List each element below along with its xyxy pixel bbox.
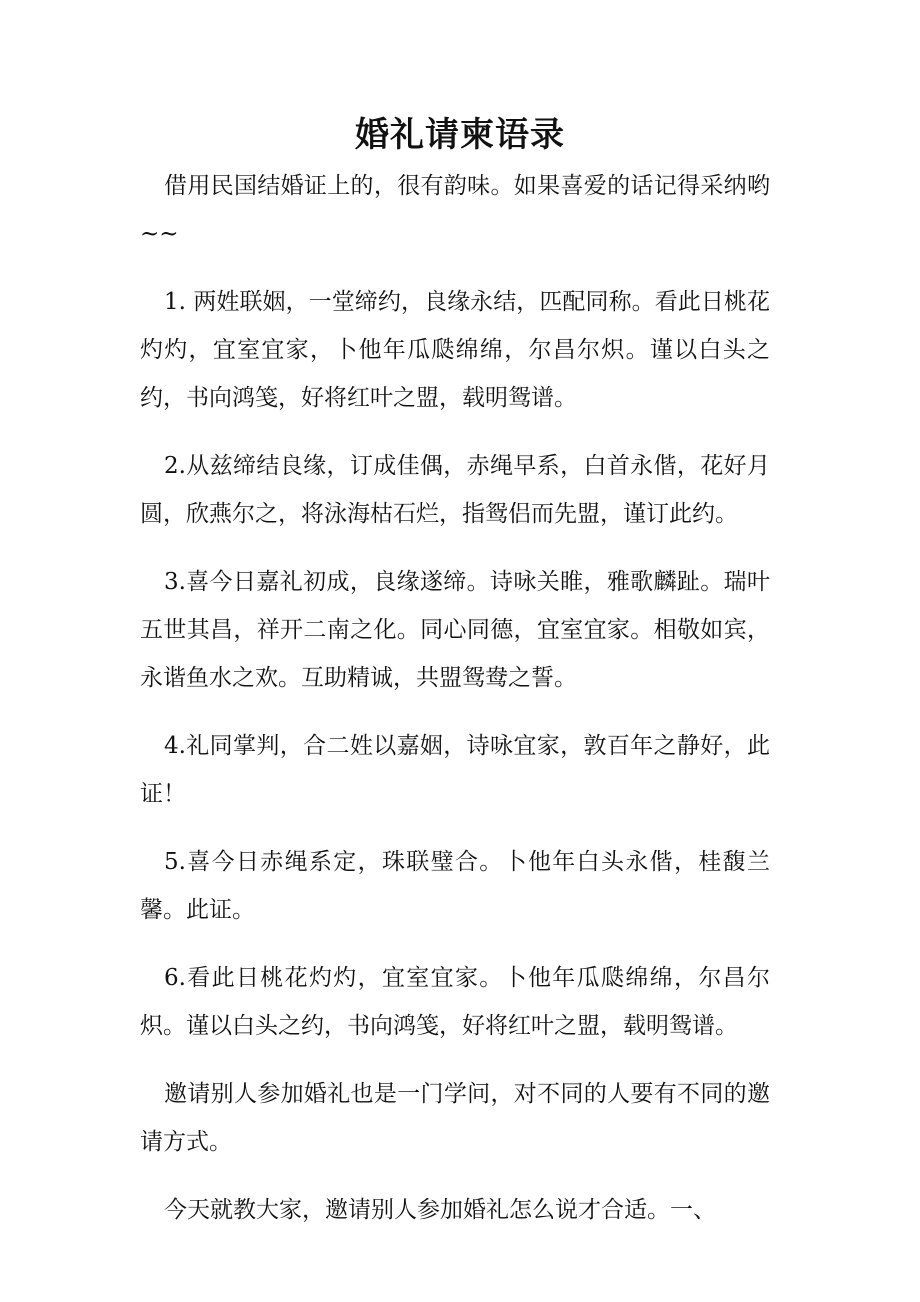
paragraph-intro: 借用民国结婚证上的，很有韵味。如果喜爱的话记得采纳哟~~ [140,173,770,247]
paragraph-item-5: 5.喜今日赤绳系定，珠联璧合。卜他年白头永偕，桂馥兰馨。此证。 [140,849,770,923]
paragraph-invitation-note: 邀请别人参加婚礼也是一门学问，对不同的人要有不同的邀请方式。 [140,1081,770,1155]
paragraph-item-2: 2.从兹缔结良缘，订成佳偶，赤绳早系，白首永偕，花好月圆，欣燕尔之，将泳海枯石烂，指鸳侣而先盟，谨订此约。 [140,453,770,527]
paragraph-invitation-guide: 今天就教大家，邀请别人参加婚礼怎么说才合适。一、 [164,1197,716,1223]
paragraph-item-6: 6.看此日桃花灼灼，宜室宜家。卜他年瓜瓞绵绵，尔昌尔炽。谨以白头之约，书向鸿笺，好将红叶之盟，载明鸳谱。 [140,965,770,1039]
paragraph-item-1: 1. 两姓联姻，一堂缔约，良缘永结，匹配同称。看此日桃花灼灼，宜室宜家，卜他年瓜瓞绵绵，尔昌尔炽。谨以白头之约，书向鸿笺，好将红叶之盟，载明鸳谱。 [140,289,770,411]
paragraph-item-4: 4.礼同掌判，合二姓以嘉姻，诗咏宜家，敦百年之静好，此证！ [140,733,770,807]
document-body [140,162,770,1254]
paragraph-item-3: 3.喜今日嘉礼初成，良缘遂缔。诗咏关睢，雅歌麟趾。瑞叶五世其昌，祥开二南之化。同心同德，宜室宜家。相敬如宾，永谐鱼水之欢。互助精诚，共盟鸳鸯之誓。 [140,569,770,691]
document-title: 婚礼请柬语录 [355,115,565,155]
